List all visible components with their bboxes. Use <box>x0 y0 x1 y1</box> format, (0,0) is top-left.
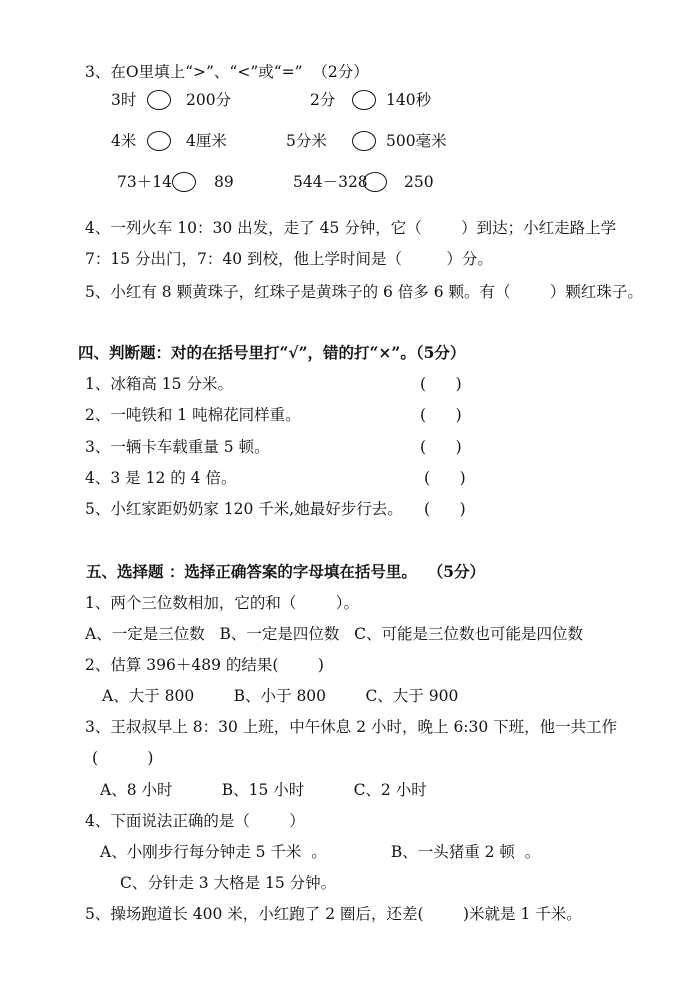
q3-item-right: 200分 <box>186 91 232 109</box>
judge-item: 2、一吨铁和 1 吨棉花同样重。 <box>85 406 301 424</box>
judge-answer-blank[interactable]: ( ) <box>420 375 462 393</box>
judge-answer-blank[interactable]: ( ) <box>424 500 466 518</box>
judge-item: 1、冰箱高 15 分米。 <box>85 375 233 393</box>
choice-q1: 1、两个三位数相加，它的和（ ）。 <box>85 594 360 612</box>
judge-item: 3、一辆卡车载重量 5 顿。 <box>85 438 270 456</box>
q3-item-left: 544－328 <box>293 173 368 191</box>
compare-circle-blank[interactable] <box>363 172 387 192</box>
compare-circle-blank[interactable] <box>352 131 376 151</box>
choice-q4-option-c: C、分针走 3 大格是 15 分钟。 <box>120 874 337 892</box>
choice-q3-blank[interactable]: ( ) <box>92 749 154 767</box>
choice-q4-option-ab: A、小刚步行每分钟走 5 千米 。 B、一头猪重 2 顿 。 <box>100 843 541 861</box>
q3-item-right: 89 <box>214 173 234 191</box>
section-5-heading: 五、选择题 ：选择正确答案的字母填在括号里。 （5分） <box>86 562 485 581</box>
compare-circle-blank[interactable] <box>172 172 196 192</box>
compare-circle-blank[interactable] <box>147 131 171 151</box>
choice-q3: 3、王叔叔早上 8：30 上班，中午休息 2 小时，晚上 6:30 下班，他一共工作 <box>85 718 618 736</box>
q3-item-right: 140秒 <box>386 91 432 109</box>
judge-answer-blank[interactable]: ( ) <box>420 438 462 456</box>
q3-item-left: 73＋14 <box>117 173 172 191</box>
q3-item-left: 5分米 <box>286 132 327 150</box>
compare-circle-blank[interactable] <box>352 90 376 110</box>
judge-answer-blank[interactable]: ( ) <box>424 469 466 487</box>
q3-item-left: 3时 <box>111 91 137 109</box>
q3-item-right: 250 <box>404 173 434 191</box>
judge-item: 4、3 是 12 的 4 倍。 <box>85 469 237 487</box>
judge-item: 5、小红家距奶奶家 120 千米,她最好步行去。 <box>85 500 403 518</box>
q5-line: 5、小红有 8 颗黄珠子，红珠子是黄珠子的 6 倍多 6 颗。有（ ）颗红珠子。 <box>85 283 643 301</box>
q3-item-left: 2分 <box>310 91 336 109</box>
choice-q2-options: A、大于 800 B、小于 800 C、大于 900 <box>102 687 459 705</box>
choice-q5: 5、操场跑道长 400 米，小红跑了 2 圈后，还差( )米就是 1 千米。 <box>85 905 582 923</box>
q3-title: 3、在O里填上“>”、“<”或“=” （2分） <box>85 63 369 81</box>
choice-q1-options: A、一定是三位数 B、一定是四位数 C、可能是三位数也可能是四位数 <box>85 625 584 643</box>
section-4-heading: 四、判断题：对的在括号里打“√”，错的打“×”。（5分） <box>78 343 466 362</box>
q4-line-2: 7：15 分出门，7：40 到校，他上学时间是（ ）分。 <box>85 250 493 268</box>
q3-item-right: 4厘米 <box>186 132 227 150</box>
compare-circle-blank[interactable] <box>147 90 171 110</box>
choice-q3-options: A、8 小时 B、15 小时 C、2 小时 <box>100 781 427 799</box>
choice-q2: 2、估算 396＋489 的结果( ) <box>85 656 324 674</box>
q3-item-right: 500毫米 <box>386 132 447 150</box>
q4-line-1: 4、一列火车 10：30 出发，走了 45 分钟，它（ ）到达；小红走路上学 <box>85 219 617 237</box>
judge-answer-blank[interactable]: ( ) <box>420 406 462 424</box>
q3-item-left: 4米 <box>111 132 137 150</box>
choice-q4: 4、下面说法正确的是（ ） <box>85 812 305 830</box>
